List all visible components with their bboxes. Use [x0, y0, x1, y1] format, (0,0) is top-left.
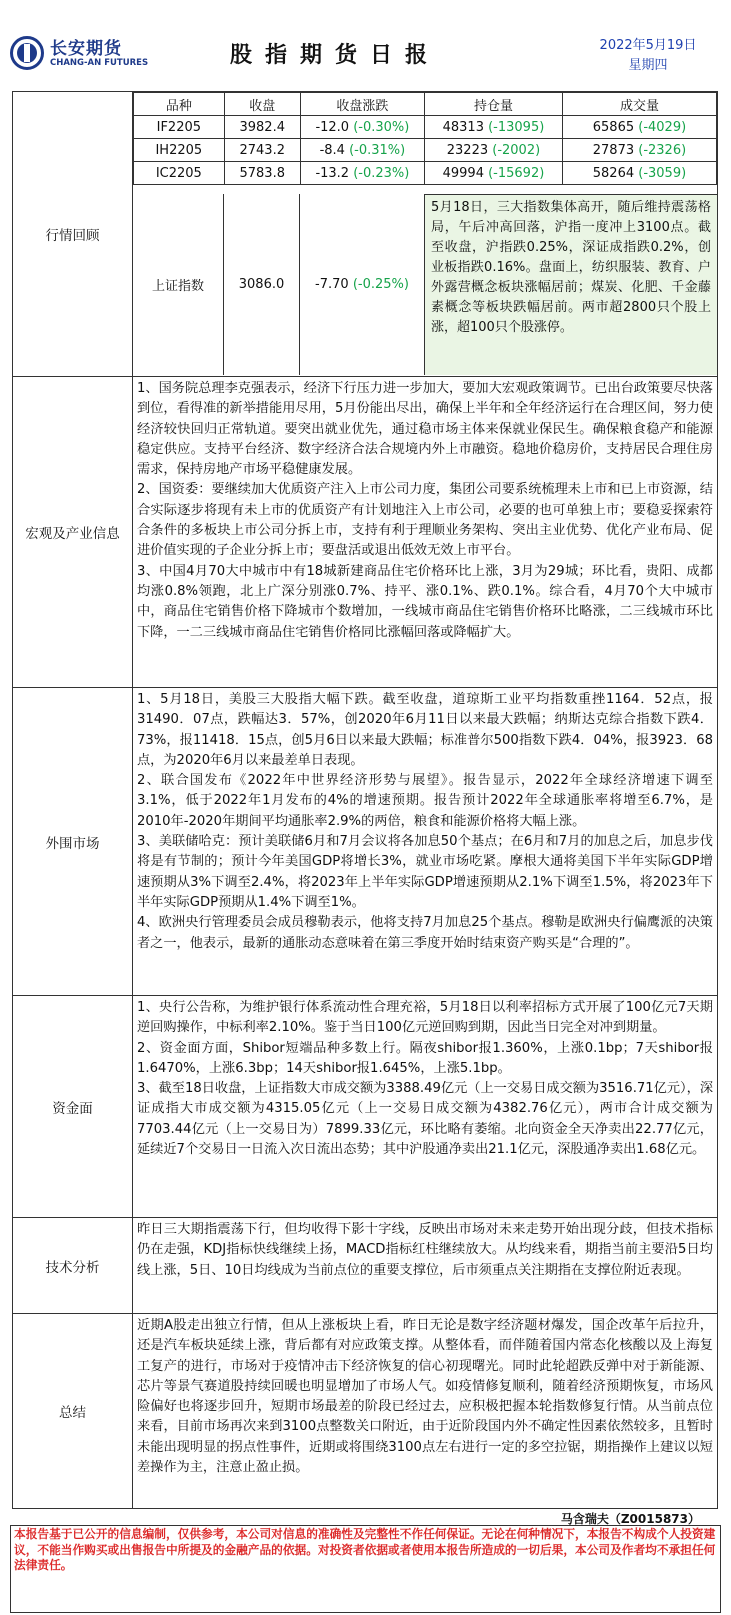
column-header: 持仓量: [424, 93, 562, 116]
macro-text: [137, 379, 713, 643]
paragraph: 2、资金面方面，Shibor短端品种多数上行。隔夜shibor报1.360%，上涨0.1bp；7天shibor报1.6470%，上涨6.3bp；14天shibor报1.645%，上涨5.1bp。: [137, 1040, 713, 1076]
report-title: 股指期货日报: [230, 43, 441, 68]
table-header-row: [134, 93, 717, 116]
funding-section: [13, 996, 717, 1218]
table-row: [134, 162, 717, 185]
technical-text: 昨日三大期指震荡下行，但均收得下影十字线，反映出市场对未来走势开始出现分歧，但技术指标仍在走强，KDJ指标快线继续上扬，MACD指标红柱继续放大。从均线来看，期指当前主要沿5日均线上涨，5日、10日均线成为当前点位的重要支撑位，后市须重点关注期指在支撑位附近表现。: [137, 1222, 713, 1278]
sh-index-name: 上证指数: [133, 194, 224, 375]
open-interest: 48313 (-13095): [424, 116, 562, 139]
paragraph: 1、5月18日，美股三大股指大幅下跌。截至收盘，道琼斯工业平均指数重挫1164．52点，报31490．07点，跌幅达3．57%，创2020年6月11日以来最大跌幅；纳斯达克综合指数下跌4．73%，报11418．15点，创5月6日以来最大跌幅；标准普尔500指数下跌4．04%，报3923．68点，为2020年6月以来最差单日表现。: [137, 692, 713, 768]
paragraph: 3、中国4月70大中城市中有18城新建商品住宅价格环比上涨，3月为29城；环比看，贵阳、成都均涨0.8%领跑，北上广深分别涨0.7%、持平、涨0.1%、跌0.1%。综合看，4月70个大中城市中，商品住宅销售价格下降城市个数增加，一线城市商品住宅销售价格环比略涨，二三线城市环比下降，一二三线城市商品住宅销售价格同比涨幅回落或降幅扩大。: [137, 563, 713, 640]
summary-section: [13, 1314, 717, 1508]
column-header: 收盘: [224, 93, 300, 116]
market-comment: 5月18日，三大指数集体高开，随后维持震荡格局，午后冲高回落，沪指一度冲上3100点。截至收盘，沪指跌0.25%，深证成指跌0.2%，创业板指跌0.16%。盘面上，纺织服装、教育、户外露营概念板块涨幅居前；煤炭、化肥、千金藤素概念等板块跌幅居前。两市超2800只个股上涨，超100只个股涨停。: [424, 194, 717, 375]
weekday-text: 星期四: [628, 58, 668, 73]
disclaimer: 本报告基于已公开的信息编制，仅供参考，本公司对信息的准确性及完整性不作任何保证。无论在何种情况下，本报告不构成个人投资建议，不能当作购买或出售报告中所提及的金融产品的依据。对投资者依据或者使用本报告所造成的一切后果，本公司及作者均不承担任何法律责任。: [10, 1525, 721, 1613]
column-header: 品种: [134, 93, 225, 116]
summary-text: 近期A股走出独立行情，但从上涨板块上看，昨日无论是数字经济题材爆发，国企改革午后拉升，还是汽车板块延续上涨，背后都有对应政策支撑。从整体看，而伴随着国内常态化核酸以及上海复工复产的进行，市场对于疫情冲击下经济恢复的信心初现曙光。同时此轮超跌反弹中对于新能源、芯片等景气赛道股持续回暖也明显增加了市场人气。如疫情修复顺利，随着经济预期恢复，市场风险偏好也将逐步回升，短期市场最差的阶段已经过去，应积极把握本轮指数修复行情。从当前点位来看，目前市场再次来到3100点整数关口附近，由于近阶段国内外不确定性因素依然较多，且暂时未能出现明显的拐点性事件，近期或将围绕3100点左右进行一定的多空拉锯，期指操作上建议以短差操作为主，注意止盈止损。: [137, 1318, 713, 1476]
paragraph: 1、国务院总理李克强表示，经济下行压力进一步加大，要加大宏观政策调节。已出台政策要尽快落到位，看得准的新举措能用尽用，5月份能出尽出，确保上半年和全年经济运行在合理区间，努力使经济较快回归正常轨道。要突出就业优先，通过稳市场主体来保就业保民生。确保粮食稳产和能源稳定供应。支持平台经济、数字经济合法合规境内外上市融资。稳地价稳房价，支持居民合理住房需求，保持房地产市场平稳健康发展。: [137, 381, 713, 478]
section-label: 技术分析: [13, 1218, 133, 1313]
contract-name: IC2205: [134, 162, 225, 185]
report-header: [0, 0, 731, 88]
section-label: 总结: [13, 1314, 133, 1508]
open-interest: 49994 (-15692): [424, 162, 562, 185]
futures-quote-table: [133, 92, 717, 185]
logo-chinese-name: 长安期货: [50, 39, 122, 59]
contract-name: IF2205: [134, 116, 225, 139]
table-row: [134, 139, 717, 162]
contract-name: IH2205: [134, 139, 225, 162]
section-label: 资金面: [13, 996, 133, 1217]
volume: 65865 (-4029): [562, 116, 716, 139]
close-price: 3982.4: [224, 116, 300, 139]
paragraph: 3、截至18日收盘，上证指数大市成交额为3388.49亿元（上一交易日成交额为3516.71亿元），深证成指大市成交额为4315.05亿元（上一交易日成交额为4382.76亿元），两市合计成交额为7703.44亿元（上一交易日为）7899.33亿元，环比略有萎缩。北向资金全天净卖出22.77亿元，延续近7个交易日一日流入次日流出态势；其中沪股通净卖出21.1亿元，深股通净卖出1.68亿元。: [137, 1081, 714, 1158]
funding-text: [137, 998, 713, 1160]
paragraph: 2、国资委：要继续加大优质资产注入上市公司力度，集团公司要系统梳理未上市和已上市资源，结合实际逐步将现有未上市的优质资产有计划地注入上市公司，必要的也可单独上市；要稳妥探索符合条件的多板块上市公司分拆上市，支持有利于理顺业务架构、突出主业优势、优化产业布局、促进价值实现的子企业分拆上市；要盘活或退出低效无效上市平台。: [137, 482, 713, 559]
external-market-section: [13, 688, 717, 996]
paragraph: 1、央行公告称，为维护银行体系流动性合理充裕，5月18日以利率招标方式开展了100亿元7天期逆回购操作，中标利率2.10%。鉴于当日100亿元逆回购到期，因此当日完全对冲到期量。: [137, 1000, 713, 1036]
market-review-section: [13, 92, 717, 377]
volume: 27873 (-2326): [562, 139, 716, 162]
section-label: 宏观及产业信息: [13, 377, 133, 687]
external-text: [137, 690, 713, 954]
company-logo: [8, 32, 149, 80]
close-price: 5783.8: [224, 162, 300, 185]
section-label: 行情回顾: [13, 92, 133, 376]
section-label: 外围市场: [13, 688, 133, 995]
paragraph: 2、联合国发布《2022年中世界经济形势与展望》。报告显示，2022年全球经济增速下调至3.1%，低于2022年1月发布的4%的增速预期。报告预计2022年全球通胀率将增至6.7%，是2010年-2020年期间平均通胀率2.9%的两倍，粮食和能源价格将大幅上涨。: [137, 773, 713, 829]
table-row: [134, 116, 717, 139]
close-price: 2743.2: [224, 139, 300, 162]
paragraph: 3、美联储哈克：预计美联储6月和7月会议将各加息50个基点；在6月和7月的加息之后，加息步伐将是有节制的；预计今年美国GDP将增长3%，就业市场吃紧。摩根大通将美国下半年实际GDP增速预期从3%下调至2.4%，将2023年上半年实际GDP增速预期从2.1%下调至1.5%，将2023年下半年实际GDP预期从1.4%下调至1%。: [137, 834, 713, 910]
paragraph: 4、欧洲央行管理委员会成员穆勒表示，他将支持7月加息25个基点。穆勒是欧洲央行偏鹰派的决策者之一，他表示，最新的通胀动态意味着在第三季度开始时结束资产购买是“合理的”。: [137, 915, 713, 951]
logo-emblem-icon: [10, 36, 44, 70]
close-change: -13.2 (-0.23%): [300, 162, 424, 185]
macro-section: [13, 377, 717, 688]
date-text: 2022年5月19日: [599, 38, 697, 53]
open-interest: 23223 (-2002): [424, 139, 562, 162]
technical-section: [13, 1218, 717, 1314]
logo-english-name: CHANG-AN FUTURES: [50, 58, 149, 68]
report-date: [583, 36, 713, 76]
column-header: 成交量: [562, 93, 716, 116]
sh-index-change: -7.70 (-0.25%): [315, 277, 409, 292]
close-change: -12.0 (-0.30%): [300, 116, 424, 139]
sh-index-close: 3086.0: [224, 194, 300, 375]
author: 马含瑞夫（Z0015873）: [560, 1512, 700, 1526]
column-header: 收盘涨跌: [300, 93, 424, 116]
volume: 58264 (-3059): [562, 162, 716, 185]
report-body: [12, 91, 718, 1509]
close-change: -8.4 (-0.31%): [300, 139, 424, 162]
